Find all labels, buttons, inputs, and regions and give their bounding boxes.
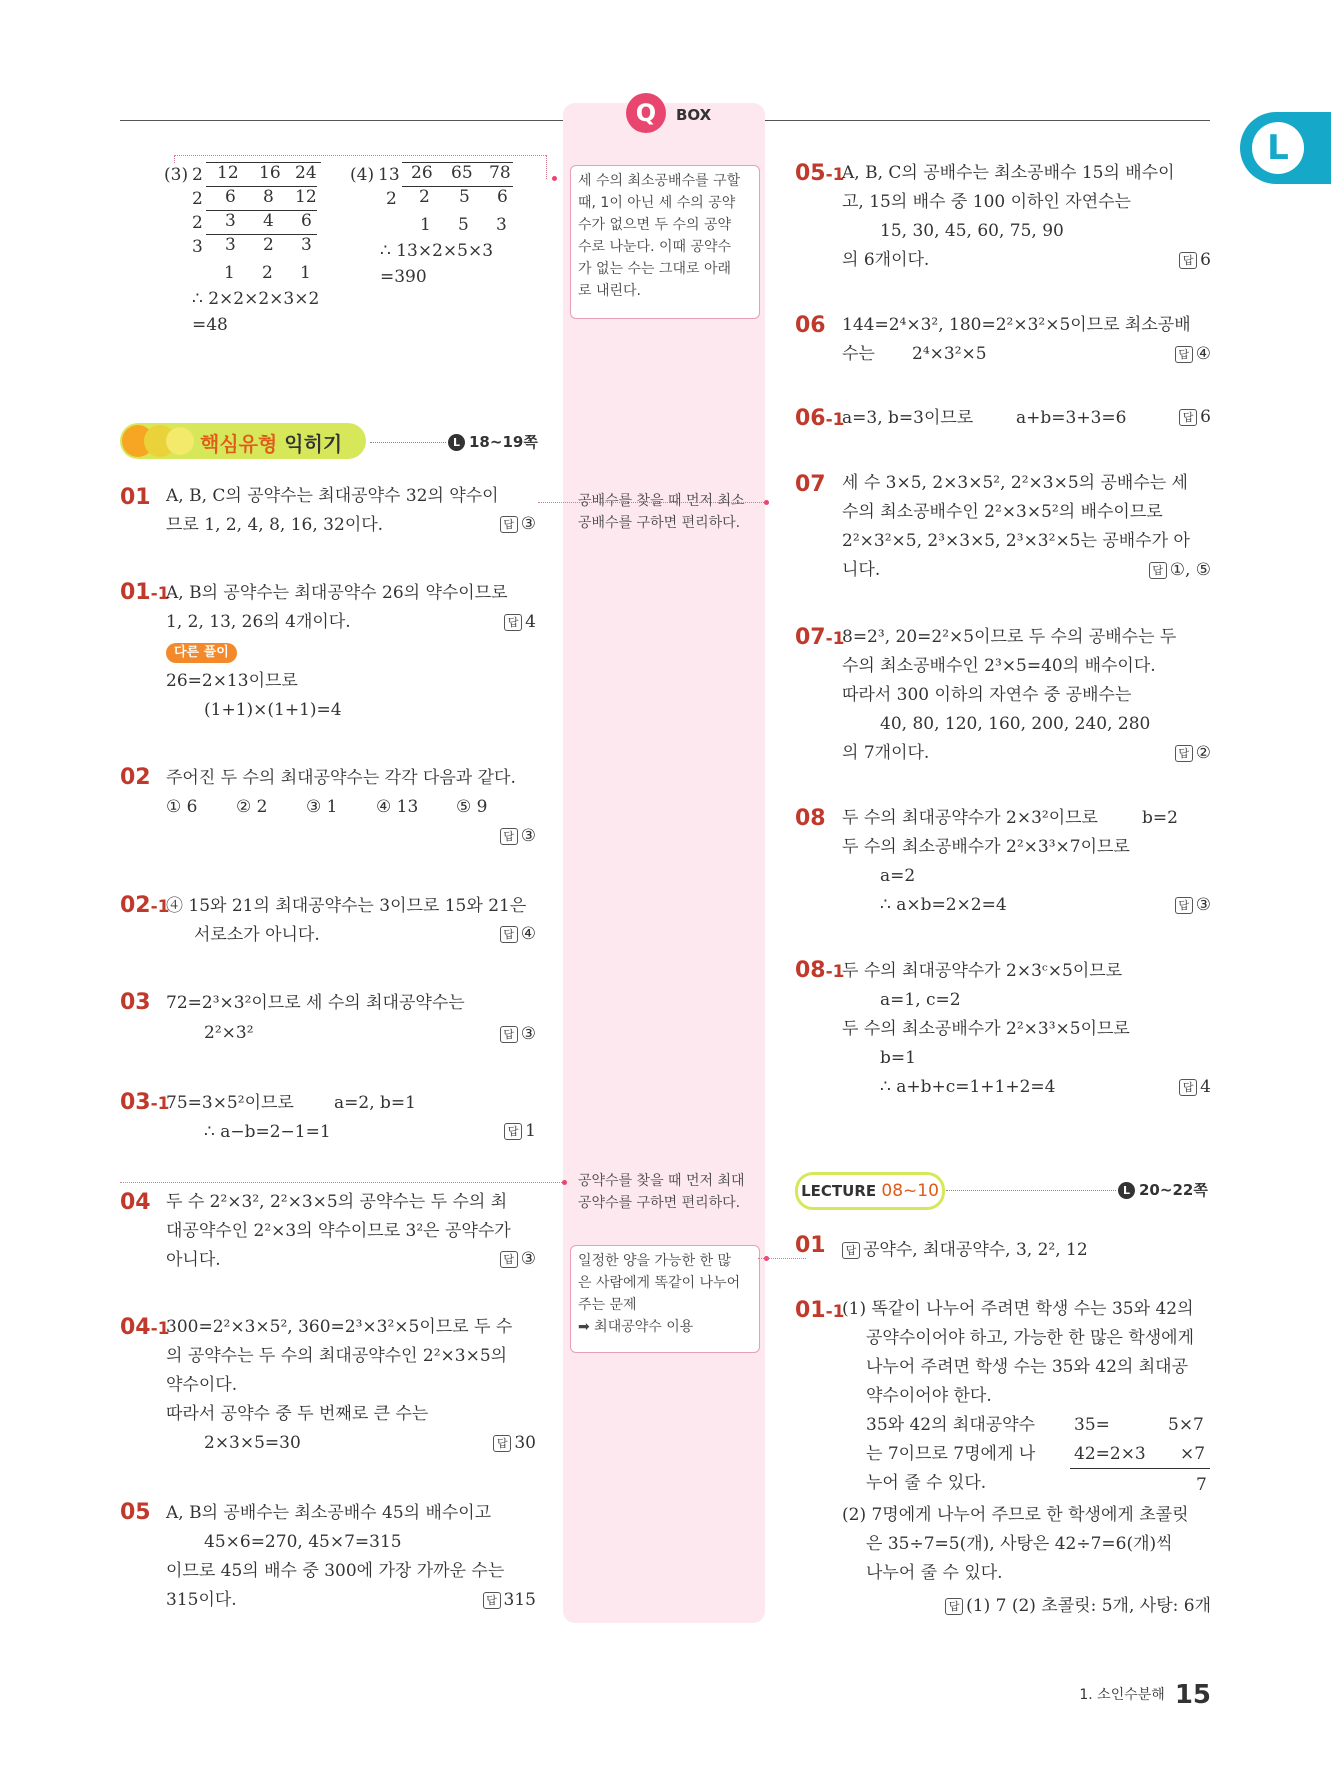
problem-text: 따라서 300 이하의 자연수 중 공배수는 [842,685,1132,705]
problem-text: a=2 [880,866,916,886]
problem-number: 07 [795,472,826,497]
problem-text: 약수이다. [166,1375,238,1395]
gcd-table-cell: 7 [1196,1475,1207,1495]
problem-text: 따라서 공약수 중 두 번째로 큰 수는 [166,1404,429,1424]
answer: 답 ③ [500,514,536,534]
problem-text: (1) 똑같이 나누어 주려면 학생 수는 35와 42의 [842,1299,1194,1319]
answer: 답 ③ [500,1024,536,1044]
note3-dot [562,1180,567,1185]
l-icon: L [1252,122,1304,174]
problem-text: 이므로 45의 배수 중 300에 가장 가까운 수는 [166,1561,505,1581]
problem-text: 아니다. [166,1250,221,1270]
problem-text: A, B, C의 공배수는 최소공배수 15의 배수이 [842,163,1175,183]
problem-text: 수의 최소공배수인 2³×5=40의 배수이다. [842,656,1156,676]
problem-text: A, B, C의 공약수는 최대공약수 32의 약수이 [166,486,499,506]
page-number: 15 [1174,1680,1211,1710]
section-pageref: L 18~19쪽 [448,431,538,452]
problem-number: 05-1 [795,161,845,186]
qbox-icon: Q [626,93,666,133]
alt-solution-tag: 다른 풀이 [166,643,237,663]
problem-number: 07-1 [795,625,845,650]
problem-text: 2²×3² [204,1023,254,1043]
calc4-result: =390 [380,267,427,287]
problem-text: 26=2×13이므로 [166,671,298,691]
answer: 답 315 [483,1590,536,1610]
problem-text: a=3, b=3이므로 [842,408,974,428]
problem-text: 144=2⁴×3², 180=2²×3²×5이므로 최소공배 [842,315,1191,335]
gcd-table-cell: 42=2×3 [1074,1444,1146,1464]
choice: ⑤ 9 [456,797,488,817]
problem-text: 수는 [842,344,875,364]
calc4-divisor: 13 [378,165,400,185]
lecture-dots [946,1190,1116,1191]
note2: 공배수를 찾을 때 먼저 최소 공배수를 구하면 편리하다. [578,493,745,531]
problem-text: 의 6개이다. [842,250,930,270]
calc4-last: 5 [458,215,469,235]
problem-text: 두 수의 최대공약수가 2×3ᶜ×5이므로 [842,961,1123,981]
calc3-divisor: 2 [192,165,203,185]
calc4-row: 26 65 78 [402,162,513,163]
answer: 답 4 [1179,1077,1211,1097]
problem-text: 약수이어야 한다. [866,1386,992,1406]
section-title: 핵심유형 익히기 [120,423,366,459]
problem-text: 2²×3²×5, 2³×3×5, 2³×3²×5는 공배수가 아 [842,531,1190,551]
problem-text: ∴ a×b=2×2=4 [880,895,1007,915]
problem-text: A, B의 공약수는 최대공약수 26의 약수이므로 [166,583,508,603]
problem-text: a=2, b=1 [334,1093,416,1113]
problem-text: 2×3×5=30 [204,1433,301,1453]
problem-text: ∴ a+b+c=1+1+2=4 [880,1077,1056,1097]
calc3-divisor: 2 [192,189,203,209]
note4: 일정한 양을 가능한 한 많 은 사람에게 똑같이 나누어 주는 문제 ➡ 최대공약수 이용 [578,1253,741,1335]
problem-text: 주어진 두 수의 최대공약수는 각각 다음과 같다. [166,768,516,788]
problem-number: 01-1 [795,1298,845,1323]
answer: 답 ③ [500,1249,536,1269]
choice: ① 6 [166,797,198,817]
calc3-divisor: 3 [192,237,203,257]
problem-text: 2⁴×3²×5 [912,344,987,364]
answer: 답 ④ [500,924,536,944]
problem-text: (1+1)×(1+1)=4 [204,700,342,720]
problem-text: 45×6=270, 45×7=315 [204,1532,402,1552]
problem-text: 두 수의 최소공배수가 2²×3³×5이므로 [842,1019,1130,1039]
problem-number: 08 [795,806,826,831]
problem-text: A, B의 공배수는 최소공배수 45의 배수이고 [166,1503,492,1523]
calc3-label: (3) [164,165,189,185]
note3: 공약수를 찾을 때 먼저 최대 공약수를 구하면 편리하다. [578,1173,745,1211]
answer: 답 6 [1179,407,1211,427]
gcd-table-line [1070,1468,1210,1469]
problem-text: 니다. [842,560,881,580]
problem-text: 의 7개이다. [842,743,930,763]
answer: 답 ①, ⑤ [1149,560,1211,580]
choice: ④ 13 [376,797,419,817]
problem-number: 06-1 [795,406,845,431]
answer: 답 (1) 7 (2) 초콜릿: 5개, 사탕: 6개 [945,1591,1211,1616]
problem-text: 두 수의 최대공약수가 2×3²이므로 [842,808,1098,828]
gcd-table-cell: ×7 [1180,1444,1206,1464]
answer: 답 30 [493,1433,536,1453]
problem-text: 나누어 줄 수 있다. [866,1563,1003,1583]
lecture-badge: LECTURE 08~10 [795,1172,945,1210]
calc4-row: 2 5 6 [402,186,513,187]
problem-number: 04-1 [120,1315,170,1340]
calc3-row: 3 2 3 [206,234,317,235]
answer: 답 4 [504,612,536,632]
problem-number: 05 [120,1500,151,1525]
calc3-row: 3 4 6 [206,210,317,211]
gcd-table-cell: 35= [1074,1415,1110,1435]
problem-text: 공약수이어야 하고, 가능한 한 많은 학생에게 [866,1328,1195,1348]
gcd-table-cell: 5×7 [1168,1415,1204,1435]
problem-text: 72=2³×3²이므로 세 수의 최대공약수는 [166,993,465,1013]
calc3-row: 12 16 24 [206,162,321,163]
problem-number: 08-1 [795,958,845,983]
calc4-result: ∴ 13×2×5×3 [380,241,494,261]
calc3-divisor: 2 [192,213,203,233]
problem-number: 03-1 [120,1090,170,1115]
problem-text: 세 수 3×5, 2×3×5², 2²×3×5의 공배수는 세 [842,473,1188,493]
answer: 답 ④ [1175,344,1211,364]
qbox-label: BOX [676,106,712,124]
answer: 답 6 [1179,250,1211,270]
calc3-row: 6 8 12 [206,186,317,187]
problem-text: 두 수 2²×3², 2²×3×5의 공약수는 두 수의 최 [166,1192,508,1212]
calc4-divisor: 2 [386,189,397,209]
chapter-tab [1240,112,1331,184]
calc4-last: 3 [496,215,507,235]
problem-number: 04 [120,1190,151,1215]
problem-number: 02 [120,765,151,790]
problem-text: 므로 1, 2, 4, 8, 16, 32이다. [166,515,384,535]
note1-dot [552,176,557,181]
problem-number: 01 [795,1233,826,1258]
problem-number: 01 [120,485,151,510]
problem-text: 35와 42의 최대공약수 [866,1415,1036,1435]
choice: ② 2 [236,797,268,817]
problem-text: 서로소가 아니다. [194,925,320,945]
problem-text: 고, 15의 배수 중 100 이하인 자연수는 [842,192,1131,212]
problem-text: 300=2²×3×5², 360=2³×3²×5이므로 두 수 [166,1317,513,1337]
problem-text: 40, 80, 120, 160, 200, 240, 280 [880,714,1151,734]
problem-number: 01-1 [120,580,170,605]
choice: ③ 1 [306,797,338,817]
chapter-label: 1. 소인수분해 [1079,1687,1165,1703]
problem-number: 03 [120,990,151,1015]
note3-connector [120,1182,562,1183]
problem-text: b=1 [880,1048,916,1068]
note1: 세 수의 최소공배수를 구할 때, 1이 아닌 세 수의 공약 수가 없으면 두 수의 공약 수로 나눈다. 이때 공약수 가 없는 수는 그대로 아래 로 내린다. [578,173,741,299]
note4-connector [758,1258,806,1259]
calc4-last: 1 [420,215,431,235]
answer: 답 ③ [500,826,536,846]
calc3-last: 2 [262,263,273,283]
note2-dot [764,500,769,505]
problem-text: 대공약수인 2²×3의 약수이므로 3²은 공약수가 [166,1221,511,1241]
problem-number: 02-1 [120,893,170,918]
calc3-result: ∴ 2×2×2×3×2 [192,289,320,309]
problem-text: 의 공약수는 두 수의 최대공약수인 2²×3×5의 [166,1346,508,1366]
calc3-last: 1 [300,263,311,283]
problem-text: 1, 2, 13, 26의 4개이다. [166,612,351,632]
qbox-column [563,103,765,1623]
calc4-label: (4) [350,165,375,185]
l-icon: L [448,434,465,451]
answer: 답 ② [1175,743,1211,763]
calc3-result: =48 [192,315,228,335]
note1-connector [174,155,175,163]
note1-connector [546,155,547,179]
note1-connector [174,155,546,156]
problem-text: 15, 30, 45, 60, 75, 90 [880,221,1064,241]
section-dots [370,442,446,443]
problem-text: 은 35÷7=5(개), 사탕은 42÷7=6(개)씩 [866,1534,1173,1554]
problem-text: a=1, c=2 [880,990,961,1010]
calc3-last: 1 [224,263,235,283]
problem-number: 06 [795,313,826,338]
problem-text: 75=3×5²이므로 [166,1093,294,1113]
page-footer [1079,1680,1211,1710]
problem-text: 두 수의 최소공배수가 2²×3³×7이므로 [842,837,1130,857]
problem-text: ④ 15와 21의 최대공약수는 3이므로 15와 21은 [166,896,527,916]
problem-text: 는 7이므로 7명에게 나 [866,1444,1036,1464]
problem-text: 누어 줄 수 있다. [866,1473,987,1493]
problem-text: 8=2³, 20=2²×5이므로 두 수의 공배수는 두 [842,627,1177,647]
answer: 답 1 [504,1121,536,1141]
problem-text: a+b=3+3=6 [1016,408,1127,428]
problem-text: 나누어 주려면 학생 수는 35와 42의 최대공 [866,1357,1189,1377]
answer: 답 공약수, 최대공약수, 3, 2², 12 [842,1235,1088,1260]
answer: 답 ③ [1175,895,1211,915]
problem-text: (2) 7명에게 나누어 주므로 한 학생에게 초콜릿 [842,1505,1189,1525]
problem-text: ∴ a−b=2−1=1 [204,1122,331,1142]
problem-text: b=2 [1142,808,1178,828]
lecture-pageref: L 20~22쪽 [1118,1179,1208,1200]
l-icon: L [1118,1182,1135,1199]
problem-text: 수의 최소공배수인 2²×3×5²의 배수이므로 [842,502,1163,522]
problem-text: 315이다. [166,1590,237,1610]
